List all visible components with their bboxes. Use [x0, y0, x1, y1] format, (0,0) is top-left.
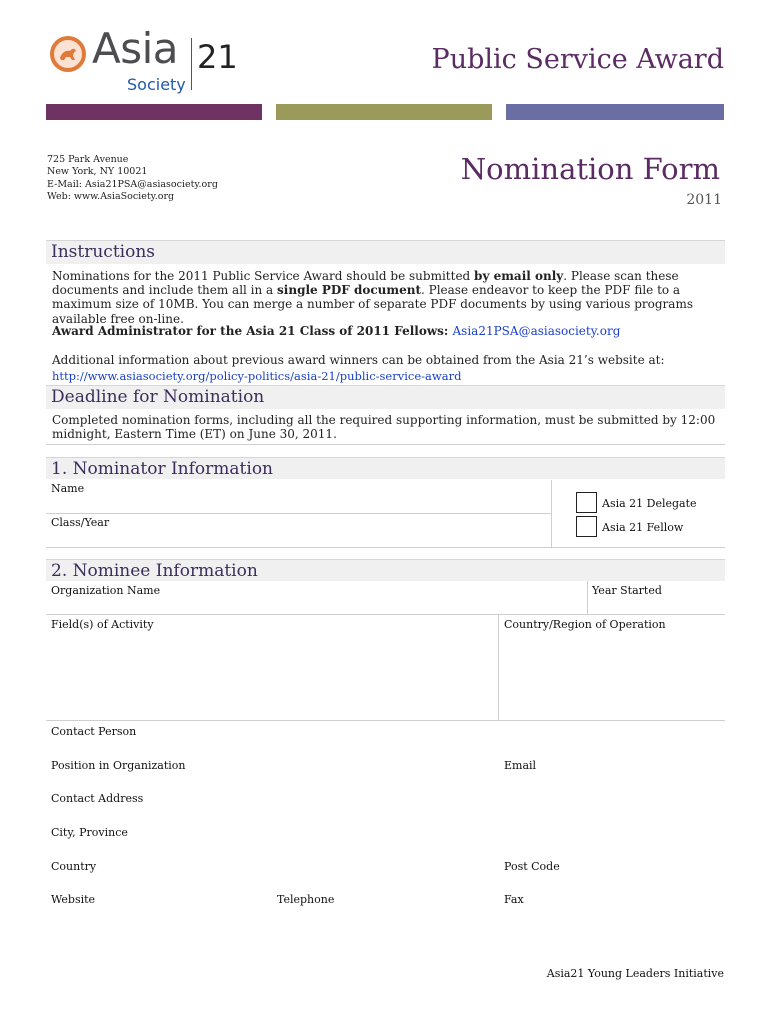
divider: [46, 547, 725, 548]
instructions-paragraph: [52, 269, 724, 326]
instructions-text: Nominations for the 2011 Public Service Award should be submitted: [52, 269, 475, 283]
address-line: New York, NY 10021: [47, 166, 148, 178]
lion-icon: [57, 43, 79, 65]
award-website-link[interactable]: http://www.asiasociety.org/policy-politics/asia-21/public-service-award: [52, 369, 462, 383]
email-label: Email: [504, 759, 537, 772]
form-title: Nomination Form: [460, 152, 720, 186]
nominator-name-field[interactable]: [46, 480, 551, 513]
instructions-text: . Please endeavor to keep the PDF file to a maximum size of 10MB. You can merge a number of separate PDF documents by using various programs available free on-line.: [52, 283, 693, 326]
email-field[interactable]: [499, 756, 725, 789]
page-title: Public Service Award: [431, 44, 724, 75]
contact-address-block: [47, 154, 218, 203]
address-email: E-Mail: Asia21PSA@asiasociety.org: [47, 178, 218, 190]
organization-name-field[interactable]: [46, 581, 587, 614]
instructions-text: . Please scan these documents and include them all in a: [52, 269, 679, 298]
administrator-line: [52, 324, 724, 338]
nominee-heading: 2. Nominee Information: [46, 559, 725, 581]
position-field[interactable]: [46, 756, 498, 789]
logo-divider: [191, 38, 192, 90]
asia-society-logo-mark: [50, 36, 86, 72]
contact-person-field[interactable]: [46, 722, 725, 755]
divider: [551, 480, 552, 547]
telephone-field[interactable]: [272, 891, 498, 924]
contact-person-label: Contact Person: [51, 725, 137, 738]
address-line: 725 Park Avenue: [47, 154, 129, 165]
position-label: Position in Organization: [51, 759, 186, 772]
logo-21-text: 21: [197, 38, 238, 76]
instructions-heading: Instructions: [46, 240, 725, 264]
organization-name-label: Organization Name: [51, 584, 161, 597]
country-region-field[interactable]: [499, 615, 725, 720]
fax-field[interactable]: [499, 891, 725, 924]
instructions-emphasis: single PDF document: [277, 283, 421, 298]
nominator-class-year-label: Class/Year: [51, 516, 110, 529]
country-region-label: Country/Region of Operation: [504, 618, 666, 631]
header-bar-blue: [506, 104, 724, 120]
administrator-email-link[interactable]: Asia21PSA@asiasociety.org: [452, 324, 621, 338]
city-province-field[interactable]: [46, 824, 725, 857]
address-web: Web: www.AsiaSociety.org: [47, 190, 175, 202]
year-started-label: Year Started: [592, 584, 662, 597]
contact-address-field[interactable]: [46, 790, 725, 823]
administrator-label: Award Administrator for the Asia 21 Class of 2011 Fellows:: [52, 324, 453, 338]
form-year: 2011: [686, 192, 722, 208]
post-code-field[interactable]: [499, 857, 725, 890]
telephone-label: Telephone: [277, 893, 335, 906]
nominator-heading: 1. Nominator Information: [46, 457, 725, 479]
nominator-class-year-field[interactable]: [46, 514, 551, 547]
fax-label: Fax: [504, 893, 524, 906]
country-field[interactable]: [46, 857, 498, 890]
fellow-option-label: Asia 21 Fellow: [602, 521, 684, 534]
logo-asia-text: Asia: [92, 24, 179, 73]
instructions-emphasis: by email only: [474, 269, 564, 283]
website-label: Website: [51, 893, 96, 906]
delegate-checkbox[interactable]: [576, 492, 597, 513]
header-bar-purple: [46, 104, 262, 120]
fields-of-activity-label: Field(s) of Activity: [51, 618, 154, 631]
website-field[interactable]: [46, 891, 272, 924]
country-label: Country: [51, 860, 97, 873]
fellow-checkbox[interactable]: [576, 516, 597, 537]
deadline-text: Completed nomination forms, including all the required supporting information, must be submitted by 12:00 midnight, Eastern Time (ET) on June 30, 2011.: [52, 413, 716, 442]
fields-of-activity-field[interactable]: [46, 615, 498, 720]
deadline-heading: Deadline for Nomination: [46, 385, 725, 409]
footer-text: Asia21 Young Leaders Initiative: [546, 967, 724, 980]
city-province-label: City, Province: [51, 826, 128, 839]
header-bar-olive: [276, 104, 492, 120]
divider: [46, 444, 725, 445]
contact-address-label: Contact Address: [51, 792, 144, 805]
year-started-field[interactable]: [588, 581, 725, 614]
delegate-option-label: Asia 21 Delegate: [602, 497, 697, 510]
post-code-label: Post Code: [504, 860, 560, 873]
logo-society-text: Society: [127, 75, 186, 94]
additional-info-text: Additional information about previous award winners can be obtained from the Asia 21’s website at:: [52, 353, 665, 367]
nominator-name-label: Name: [51, 482, 85, 495]
divider: [46, 720, 725, 721]
